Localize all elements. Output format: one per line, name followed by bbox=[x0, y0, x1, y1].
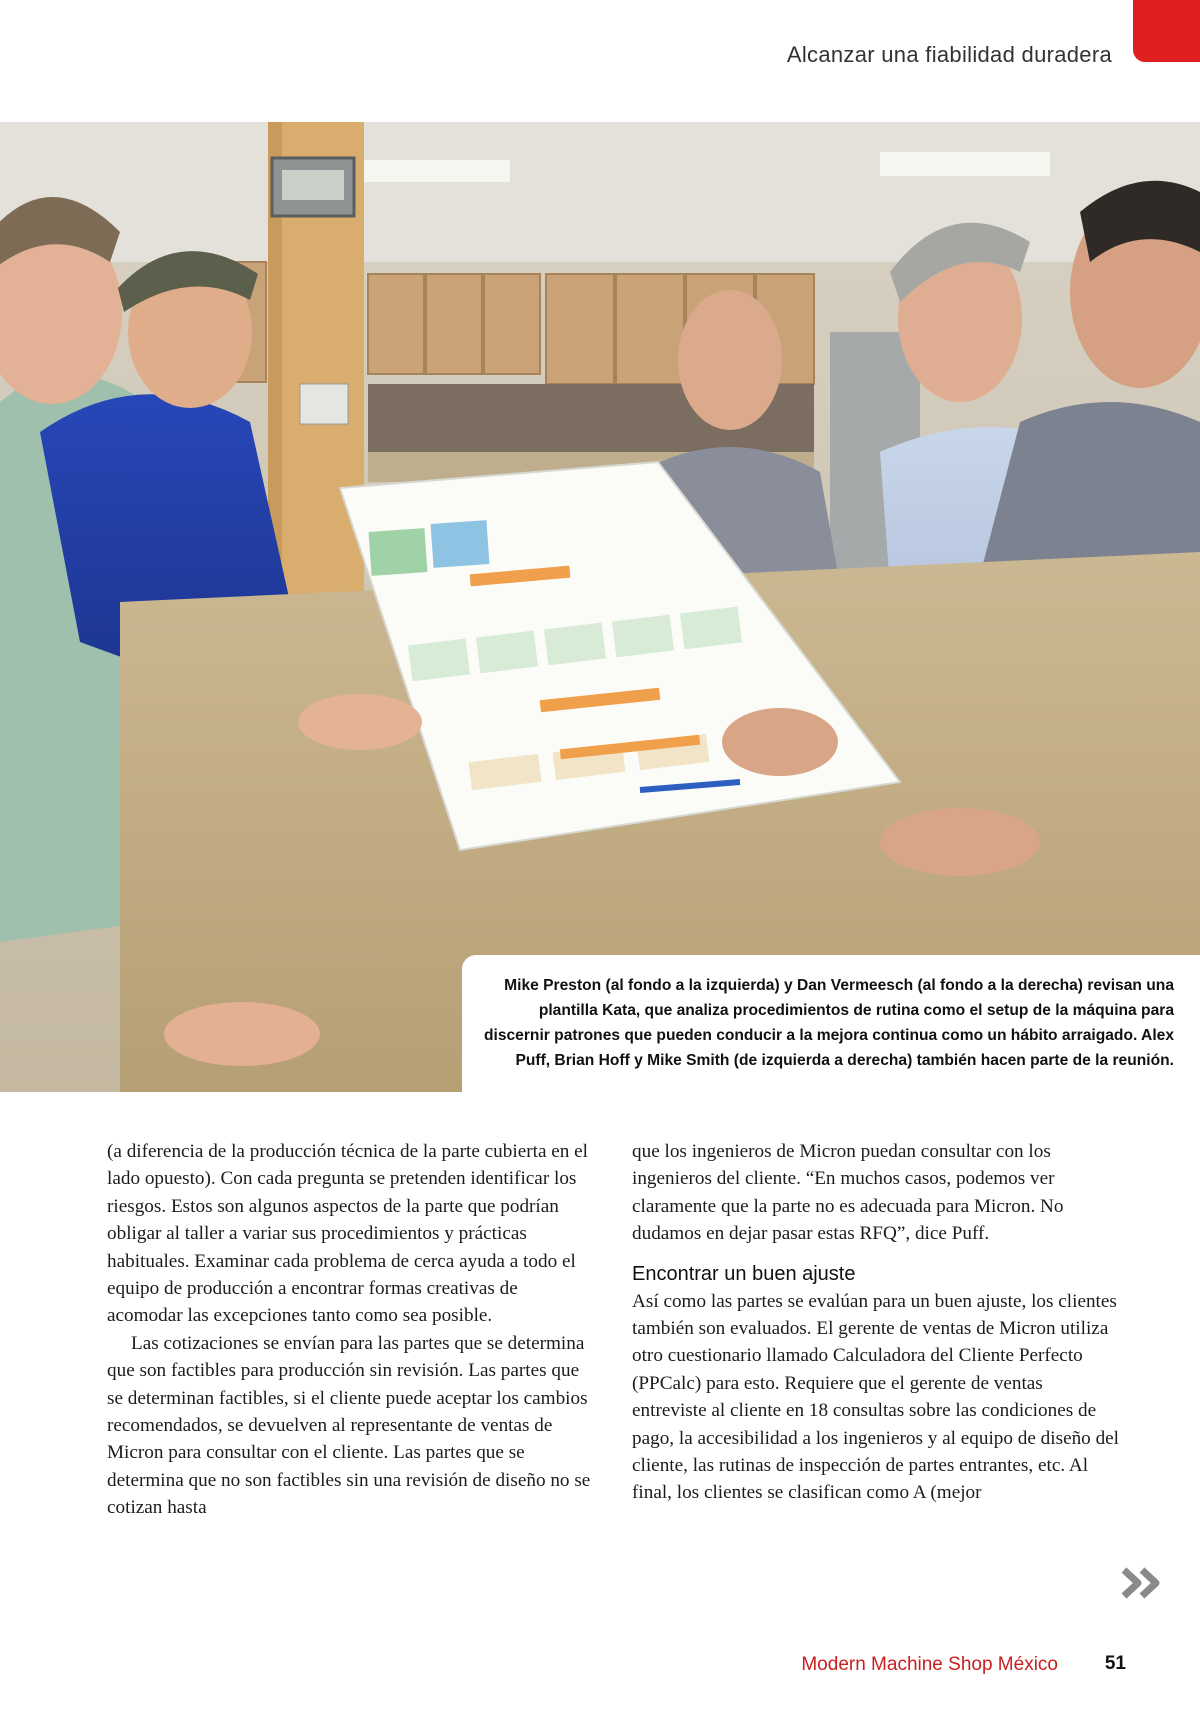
photo-caption-box bbox=[462, 955, 1200, 1092]
footer-magazine-title: Modern Machine Shop México bbox=[801, 1654, 1058, 1675]
double-chevron-right-icon bbox=[1120, 1566, 1164, 1600]
body-column-left bbox=[107, 1138, 595, 1522]
section-color-tab bbox=[1133, 0, 1200, 62]
section-subhead: Encontrar un buen ajuste bbox=[632, 1262, 856, 1285]
body-paragraph: que los ingenieros de Micron puedan consultar con los ingenieros del cliente. “En muchos casos, podemos ver claramente que la parte no es adecuada para Micron. No dudamos en dejar pasar estas RFQ”, dice Puff. bbox=[632, 1141, 1064, 1245]
photo-caption: Mike Preston (al fondo a la izquierda) y Dan Vermeesch (al fondo a la derecha) revisan una plantilla Kata, que analiza procedimientos de rutina como el setup de la máquina para discernir patrones que pueden conducir a la mejora continua como un hábito arraigado. Alex Puff, Brian Hoff y Mike Smith (de izquierda a derecha) también hacen parte de la reunión. bbox=[483, 977, 1174, 1069]
body-paragraph: (a diferencia de la producción técnica de la parte cubierta en el lado opuesto). Con cada pregunta se pretenden identificar los riesgos. Estos son algunos aspectos de la parte que podrían obligar al taller a variar sus procedimientos y prácticas habituales. Examinar cada problema de cerca ayuda a todo el equipo de producción a encontrar formas creativas de acomodar las excepciones tanto como sea posible. bbox=[107, 1141, 589, 1327]
page-number: 51 bbox=[1104, 1653, 1126, 1674]
meeting-photo bbox=[0, 122, 1200, 1092]
body-column-right bbox=[632, 1138, 1120, 1507]
body-paragraph: Así como las partes se evalúan para un buen ajuste, los clientes también son evaluados. El gerente de ventas de Micron utiliza otro cuestionario llamado Calculadora del Cliente Perfecto (PPCalc) para esto. Requiere que el gerente de ventas entreviste al cliente en 18 consultas sobre las condiciones de pago, la accesibilidad a los ingenieros y al equipo de diseño del cliente, las rutinas de inspección de partes entrantes, etc. Al final, los clientes se clasifican como A (mejor bbox=[632, 1290, 1120, 1504]
body-paragraph: Las cotizaciones se envían para las partes que se determina que son factibles para producción sin revisión. Las partes que se determinan factibles, si el cliente puede aceptar los cambios recomendados, se devuelven al representante de ventas de Micron para consultar con el cliente. Las partes que se determina que no son factibles sin una revisión de diseño no se cotizan hasta bbox=[107, 1332, 591, 1519]
running-head: Alcanzar una fiabilidad duradera bbox=[786, 42, 1112, 67]
